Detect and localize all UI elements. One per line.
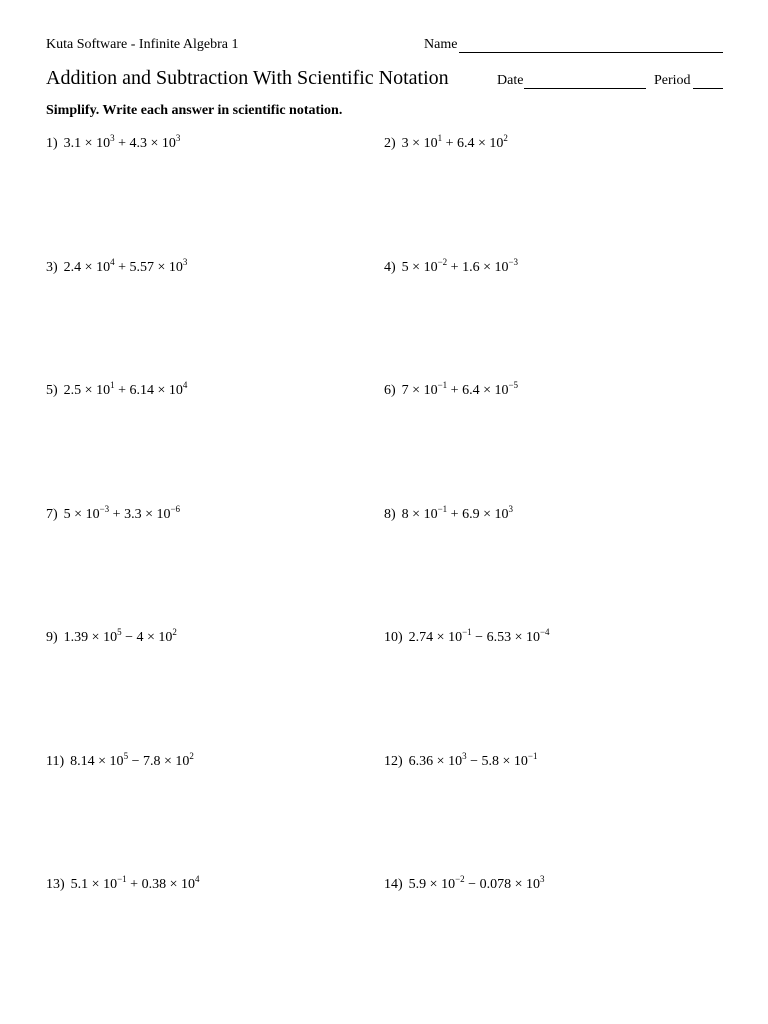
problem-number: 14): [384, 877, 403, 892]
coefficient-b: 6.9: [462, 507, 480, 522]
problem-number: 4): [384, 260, 396, 275]
exponent-b: −3: [508, 257, 519, 267]
coefficient-b: 0.078: [479, 877, 512, 892]
exponent-b: 3: [175, 133, 181, 143]
exponent-b: 2: [503, 133, 508, 143]
problem-number: 13): [46, 877, 65, 892]
exponent-a: −1: [437, 504, 448, 514]
operator: +: [118, 136, 126, 151]
coefficient-a: 5: [63, 507, 71, 522]
exponent-b: 3: [182, 257, 188, 267]
exponent-b: −1: [527, 751, 538, 761]
problem-item: 8) $8 \times 10^{-1} + 6.9 \times 10^3$: [384, 504, 513, 522]
name-blank-line[interactable]: [459, 52, 723, 53]
exponent-a: −1: [462, 627, 472, 637]
operator: −: [131, 754, 140, 769]
coefficient-b: 7.8: [142, 754, 161, 769]
exponent-a: −1: [437, 380, 448, 390]
coefficient-a: 1.39: [63, 630, 89, 645]
coefficient-a: 5: [401, 260, 409, 275]
coefficient-b: 1.6: [462, 260, 480, 275]
operator: −: [475, 630, 484, 645]
worksheet-title: Addition and Subtraction With Scientific Notation: [46, 67, 449, 89]
problem-number: 7): [46, 507, 58, 522]
problem-item: 9) $1.39 \times 10^5 - 4 \times 10^2$: [46, 627, 177, 645]
problem-item: 13) $5.1 \times 10^{-1} + 0.38 \times 10^4$: [46, 874, 200, 892]
coefficient-a: 2.74: [408, 630, 434, 645]
operator: −: [470, 754, 478, 769]
instructions: Simplify. Write each answer in scientific notation.: [46, 103, 343, 118]
coefficient-a: 8: [401, 507, 409, 522]
exponent-b: 3: [508, 504, 513, 514]
operator: −: [125, 630, 133, 645]
coefficient-a: 7: [401, 383, 409, 398]
date-blank-line[interactable]: [524, 88, 646, 89]
exponent-b: 4: [194, 874, 200, 884]
coefficient-b: 0.38: [141, 877, 167, 892]
exponent-a: 5: [117, 627, 122, 637]
exponent-a: 5: [123, 751, 129, 761]
exponent-b: −6: [170, 504, 181, 514]
operator: +: [450, 383, 459, 398]
problem-item: 14) $5.9 \times 10^{-2} - 0.078 \times 10^3$: [384, 874, 545, 892]
coefficient-a: 3: [401, 136, 409, 151]
coefficient-a: 6.36: [408, 754, 434, 769]
coefficient-a: 8.14: [70, 754, 95, 769]
exponent-a: 4: [110, 257, 115, 267]
problem-number: 6): [384, 383, 396, 398]
exponent-a: −2: [437, 257, 448, 267]
coefficient-b: 6.4: [456, 136, 475, 151]
period-blank-line[interactable]: [693, 88, 723, 89]
coefficient-b: 4: [136, 630, 144, 645]
coefficient-b: 5.57: [129, 260, 154, 275]
exponent-a: −1: [117, 874, 127, 884]
operator: +: [450, 260, 459, 275]
operator: +: [118, 260, 126, 275]
publisher-label: Kuta Software - Infinite Algebra 1: [46, 37, 239, 52]
problem-item: 4) $5 \times 10^{-2} + 1.6 \times 10^{-3}$: [384, 257, 519, 275]
exponent-a: −3: [99, 504, 110, 514]
coefficient-a: 2.5: [63, 383, 82, 398]
coefficient-a: 5.1: [70, 877, 89, 892]
coefficient-b: 6.53: [486, 630, 512, 645]
operator: +: [450, 507, 459, 522]
problem-number: 12): [384, 754, 403, 769]
exponent-a: 3: [110, 133, 115, 143]
coefficient-b: 3.3: [124, 507, 142, 522]
exponent-a: 1: [437, 133, 443, 143]
operator: −: [468, 877, 477, 892]
coefficient-b: 6.14: [129, 383, 154, 398]
coefficient-b: 5.8: [481, 754, 499, 769]
coefficient-a: 5.9: [408, 877, 427, 892]
period-label: Period: [654, 73, 691, 88]
problem-number: 10): [384, 630, 403, 645]
coefficient-b: 6.4: [462, 383, 480, 398]
problem-item: 10) $2.74 \times 10^{-1} - 6.53 \times 10^{-4}$: [384, 627, 550, 645]
coefficient-a: 2.4: [63, 260, 82, 275]
problem-number: 9): [46, 630, 58, 645]
problem-item: 6) $7 \times 10^{-1} + 6.4 \times 10^{-5}$: [384, 380, 519, 398]
exponent-b: 4: [182, 380, 188, 390]
problem-number: 8): [384, 507, 396, 522]
exponent-b: −4: [539, 627, 550, 637]
exponent-b: 3: [539, 874, 545, 884]
problem-item: 12) $6.36 \times 10^3 - 5.8 \times 10^{-1}$: [384, 751, 538, 769]
coefficient-a: 3.1: [63, 136, 82, 151]
problem-item: 7) $5 \times 10^{-3} + 3.3 \times 10^{-6}$: [46, 504, 181, 522]
problem-item: 5) $2.5 \times 10^1 + 6.14 \times 10^4$: [46, 380, 188, 398]
problem-item: 3) $2.4 \times 10^4 + 5.57 \times 10^3$: [46, 257, 188, 275]
problem-number: 3): [46, 260, 58, 275]
problem-item: 1) $3.1 \times 10^3 + 4.3 \times 10^3$: [46, 133, 181, 151]
exponent-a: 3: [462, 751, 467, 761]
problem-number: 5): [46, 383, 58, 398]
exponent-a: 1: [110, 380, 115, 390]
coefficient-b: 4.3: [129, 136, 147, 151]
operator: +: [130, 877, 139, 892]
exponent-b: 2: [189, 751, 194, 761]
exponent-b: −5: [508, 380, 519, 390]
operator: +: [445, 136, 454, 151]
name-label: Name: [424, 37, 458, 52]
problem-number: 11): [46, 754, 65, 769]
problem-item: 2) $3 \times 10^1 + 6.4 \times 10^2$: [384, 133, 508, 151]
operator: +: [118, 383, 126, 398]
exponent-a: −2: [455, 874, 465, 884]
problem-item: 11) $8.14 \times 10^5 - 7.8 \times 10^2$: [46, 751, 194, 769]
date-label: Date: [497, 73, 524, 88]
exponent-b: 2: [172, 627, 177, 637]
problem-number: 2): [384, 136, 396, 151]
problem-number: 1): [46, 136, 58, 151]
operator: +: [112, 507, 121, 522]
